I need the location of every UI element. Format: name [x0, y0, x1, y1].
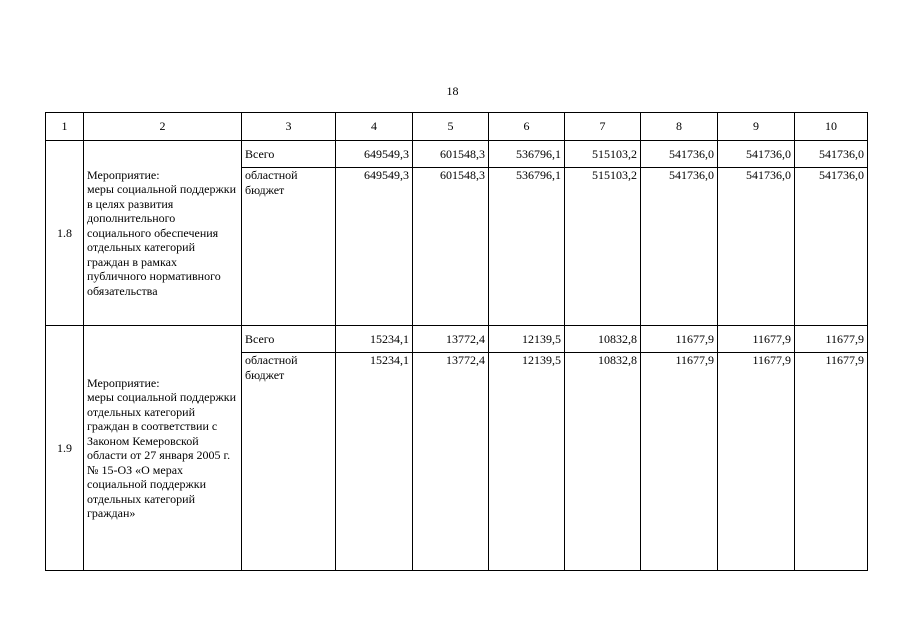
- value-cell: 15234,1: [336, 353, 413, 571]
- table-row: [46, 326, 868, 353]
- value-cell: 601548,3: [413, 168, 489, 326]
- header-row: [46, 113, 868, 141]
- table-row: [46, 141, 868, 168]
- value-cell: 11677,9: [718, 326, 795, 353]
- funding-source: областной бюджет: [242, 168, 336, 326]
- value-cell: 541736,0: [718, 141, 795, 168]
- funding-source: областной бюджет: [242, 353, 336, 571]
- value-cell: 601548,3: [413, 141, 489, 168]
- value-cell: 11677,9: [795, 326, 868, 353]
- value-cell: 11677,9: [795, 353, 868, 571]
- value-cell: 10832,8: [565, 326, 641, 353]
- value-cell: 10832,8: [565, 353, 641, 571]
- header-cell: 7: [565, 113, 641, 141]
- value-cell: 541736,0: [641, 168, 718, 326]
- value-cell: 649549,3: [336, 141, 413, 168]
- header-cell: 5: [413, 113, 489, 141]
- value-cell: 541736,0: [795, 168, 868, 326]
- funding-source: Всего: [242, 326, 336, 353]
- value-cell: 649549,3: [336, 168, 413, 326]
- row-index: 1.8: [46, 141, 84, 326]
- row-description: Мероприятие: меры социальной поддержки в целях развития дополнительного социального обеспечения отдельных категорий граждан в рамках публичного нормативного обязательства: [84, 141, 242, 326]
- value-cell: 541736,0: [718, 168, 795, 326]
- value-cell: 541736,0: [641, 141, 718, 168]
- header-cell: 3: [242, 113, 336, 141]
- value-cell: 536796,1: [489, 141, 565, 168]
- value-cell: 541736,0: [795, 141, 868, 168]
- header-cell: 6: [489, 113, 565, 141]
- row-description: Мероприятие: меры социальной поддержки отдельных категорий граждан в соответствии с Законом Кемеровской области от 27 января 2005 г. № 15-ОЗ «О мерах социальной поддержки отдельных категорий граждан»: [84, 326, 242, 571]
- header-cell: 9: [718, 113, 795, 141]
- funding-source: Всего: [242, 141, 336, 168]
- budget-table: [45, 112, 868, 571]
- value-cell: 515103,2: [565, 168, 641, 326]
- header-cell: 8: [641, 113, 718, 141]
- header-cell: 10: [795, 113, 868, 141]
- value-cell: 536796,1: [489, 168, 565, 326]
- header-cell: 4: [336, 113, 413, 141]
- value-cell: 12139,5: [489, 353, 565, 571]
- value-cell: 13772,4: [413, 326, 489, 353]
- row-index: 1.9: [46, 326, 84, 571]
- value-cell: 12139,5: [489, 326, 565, 353]
- value-cell: 515103,2: [565, 141, 641, 168]
- header-cell: 2: [84, 113, 242, 141]
- value-cell: 11677,9: [641, 326, 718, 353]
- value-cell: 11677,9: [718, 353, 795, 571]
- value-cell: 15234,1: [336, 326, 413, 353]
- value-cell: 11677,9: [641, 353, 718, 571]
- page-number: 18: [446, 84, 459, 98]
- header-cell: 1: [46, 113, 84, 141]
- value-cell: 13772,4: [413, 353, 489, 571]
